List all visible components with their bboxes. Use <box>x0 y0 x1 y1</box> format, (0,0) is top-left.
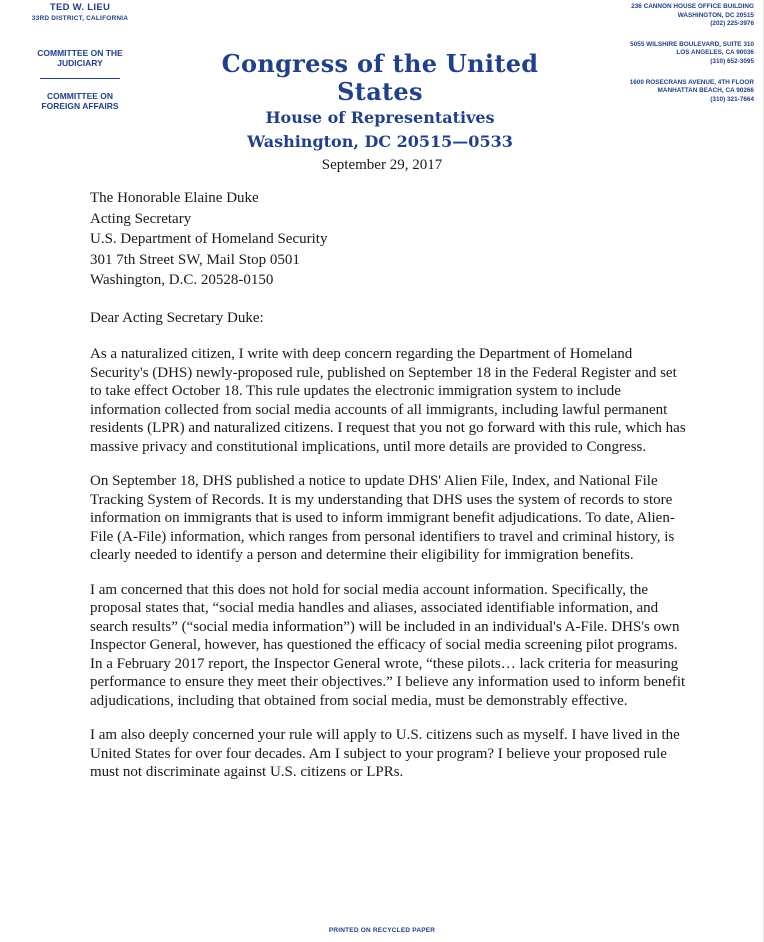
office-address-la <box>584 41 754 67</box>
office-line: 236 CANNON HOUSE OFFICE BUILDING <box>631 3 754 10</box>
congress-title: Congress of the United States <box>221 49 539 106</box>
office-phone: (202) 225-3976 <box>710 20 754 28</box>
letter-date: September 29, 2017 <box>321 157 443 173</box>
office-phone: (310) 321-7664 <box>710 95 754 103</box>
letter-body <box>90 345 690 798</box>
committee-divider <box>40 78 120 79</box>
office-line: LOS ANGELES, CA 90036 <box>676 49 754 57</box>
body-paragraph: I am also deeply concerned your rule will apply to U.S. citizens such as myself. I have lived in the United States for over four decades. Am I subject to your program? I believe your proposed rule must not discriminate against U.S. citizens or LPRs. <box>90 727 680 780</box>
committee-foreign-affairs: COMMITTEE ON FOREIGN AFFAIRS <box>41 91 119 111</box>
office-address-mb <box>584 79 754 105</box>
body-paragraph: I am concerned that this does not hold for social media account information. Specifically, the proposal states that, “social media handles and aliases, associated identifiable information, and search results” (“social media information”) will be included in an individual's A-File. DHS's own Inspector General, however, has questioned the efficacy of social media screening pilot programs. In a February 2017 report, the Inspector General wrote, “these pilots… lack criteria for measuring performance to ensure they meet their objectives.” I believe any information used to inform benefit adjudications, including that obtained from social media, must be demonstrably effective. <box>90 581 686 709</box>
office-line: MANHATTAN BEACH, CA 90266 <box>657 87 754 95</box>
office-line: 1600 ROSECRANS AVENUE, 4TH FLOOR <box>629 78 754 86</box>
recipient-line: Acting Secretary <box>90 210 192 227</box>
recipient-line: Washington, D.C. 20528-0150 <box>90 272 274 288</box>
city-line: Washington, DC 20515—0533 <box>247 132 513 151</box>
office-phone: (310) 652-3095 <box>710 57 754 65</box>
recycled-paper-note: PRINTED ON RECYCLED PAPER <box>328 927 436 934</box>
office-line: 5055 WILSHIRE BOULEVARD, SUITE 310 <box>630 40 754 48</box>
letterhead-title-block <box>200 50 560 153</box>
recipient-line: The Honorable Elaine Duke <box>90 190 259 206</box>
member-block <box>28 2 132 111</box>
recipient-line: U.S. Department of Homeland Security <box>90 231 328 247</box>
body-paragraph: On September 18, DHS published a notice to update DHS' Alien File, Index, and National File Tracking System of Records. It is my understanding that DHS uses the system of records to store information on immigrants that is used to inform immigrant benefit adjudications. To date, Alien-File (A-File) information, which ranges from personal identifiers to travel and criminal history, is clearly needed to identify a person and determine their eligibility for immigration benefits. <box>90 473 675 563</box>
committee-judiciary: COMMITTEE ON THE JUDICIARY <box>37 48 123 68</box>
office-address-dc <box>584 3 754 29</box>
recipient-line: 301 7th Street SW, Mail Stop 0501 <box>90 251 300 268</box>
house-title: House of Representatives <box>265 108 495 127</box>
body-paragraph: As a naturalized citizen, I write with deep concern regarding the Department of Homeland Security's (DHS) newly-proposed rule, published on September 18 in the Federal Register and set to take effect October 18. This rule updates the electronic immigration system to include information collected from social media accounts of all immigrants, including lawful permanent residents (LPR) and naturalized citizens. I request that you not go forward with this rule, which has massive privacy and constitutional implications, until more details are provided to Congress. <box>90 346 686 455</box>
member-name: TED W. LIEU <box>49 2 111 13</box>
recipient-address <box>90 188 327 291</box>
office-line: WASHINGTON, DC 20515 <box>677 11 754 19</box>
salutation: Dear Acting Secretary Duke: <box>90 310 264 326</box>
member-district: 33RD DISTRICT, CALIFORNIA <box>31 15 129 22</box>
office-addresses <box>584 3 754 116</box>
